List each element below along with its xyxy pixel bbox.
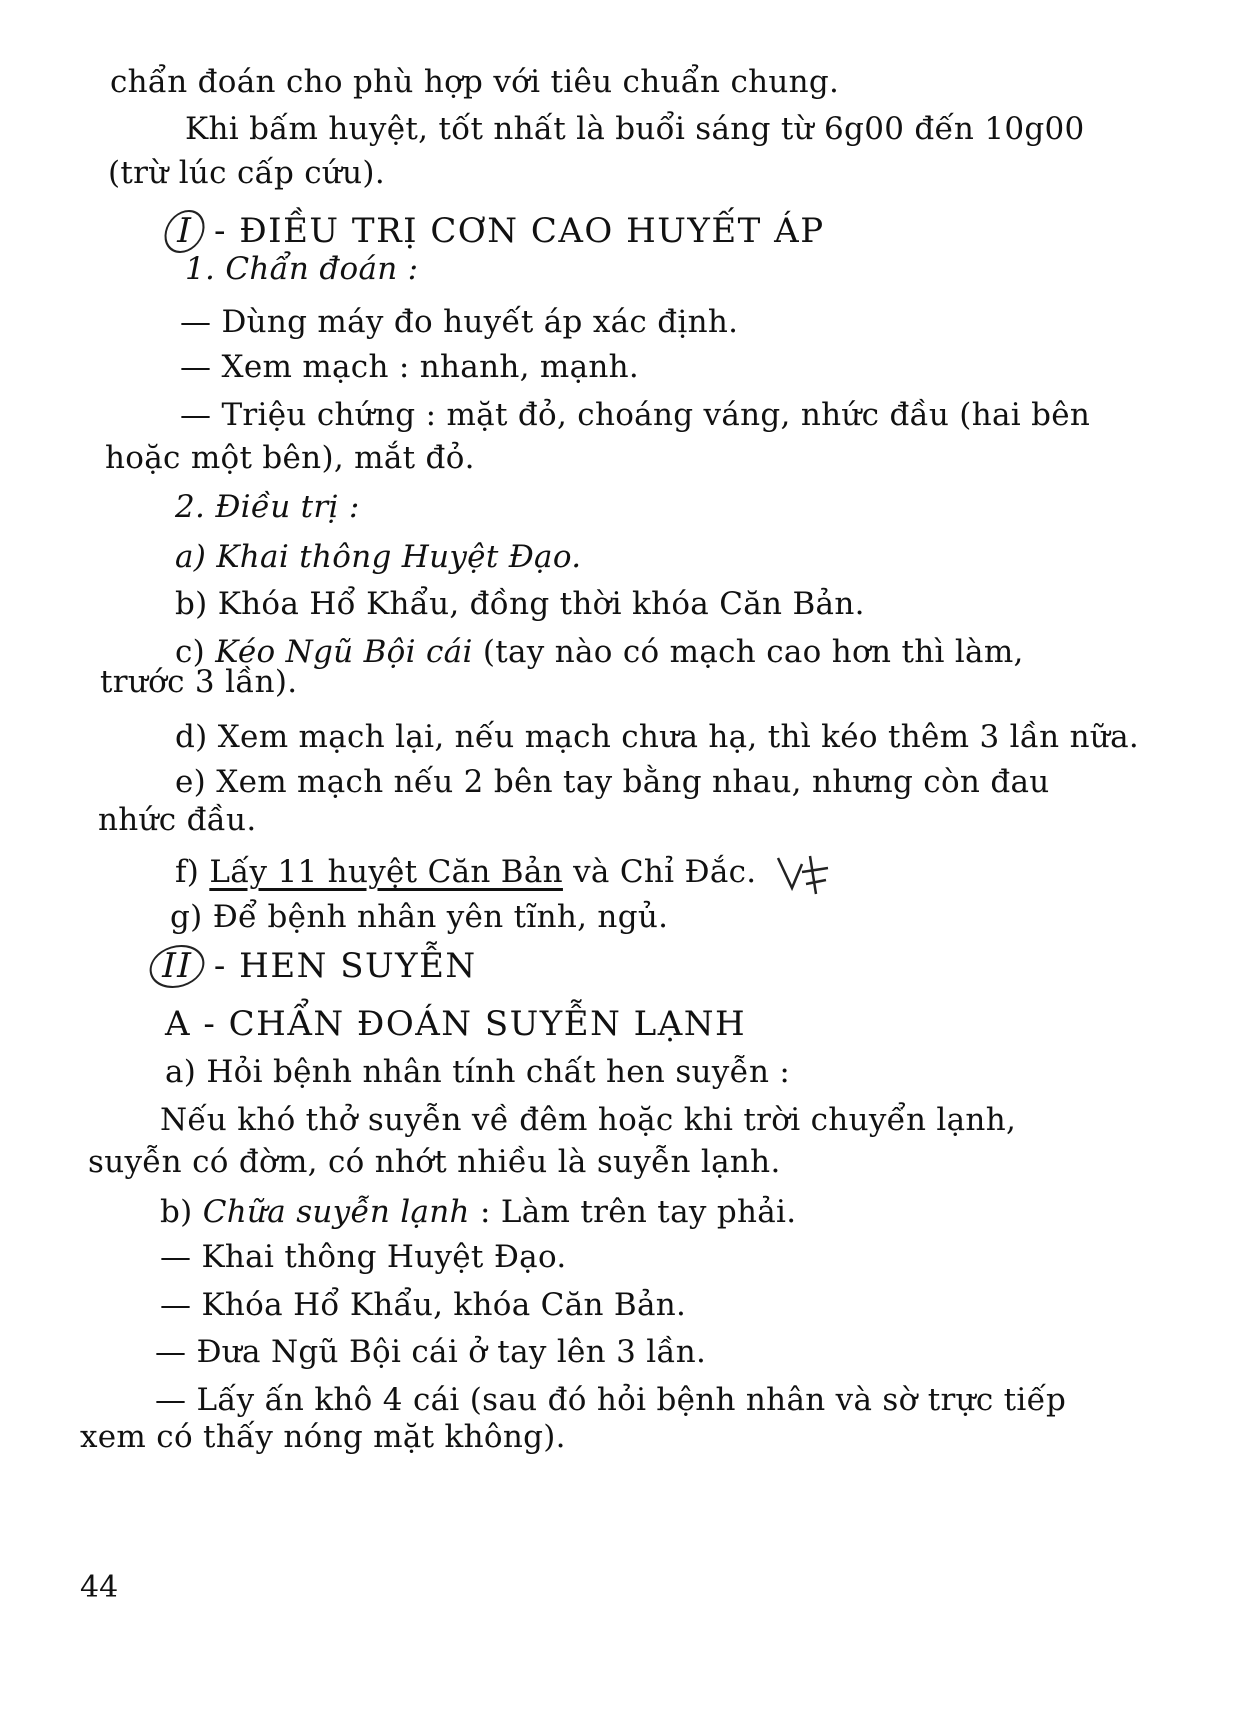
treatment-f-prefix: f)	[175, 854, 210, 890]
step-4-line-2: xem có thấy nóng mặt không).	[80, 1419, 566, 1455]
treatment-c-prefix: c)	[175, 634, 216, 670]
subsection-a-title: A - CHẨN ĐOÁN SUYỄN LẠNH	[165, 1004, 747, 1044]
item-b-prefix: b)	[160, 1194, 203, 1230]
subsection-a-item-b	[160, 1195, 796, 1231]
treatment-c-rest: (tay nào có mạch cao hơn thì làm,	[472, 634, 1024, 670]
treatment-b: b) Khóa Hổ Khẩu, đồng thời khóa Căn Bản.	[175, 586, 865, 622]
intro-line-1: chẩn đoán cho phù hợp với tiêu chuẩn chung.	[110, 64, 840, 100]
section-2-heading	[150, 945, 477, 988]
step-3: — Đưa Ngũ Bội cái ở tay lên 3 lần.	[155, 1334, 707, 1370]
treatment-e-line-2: nhức đầu.	[98, 802, 257, 838]
treatment-c-line-1	[175, 635, 1024, 671]
handwritten-mark-icon	[770, 850, 840, 900]
treatment-f	[175, 855, 756, 891]
section-2-title: - HEN SUYỄN	[213, 946, 477, 986]
intro-line-2: Khi bấm huyệt, tốt nhất là buổi sáng từ 6g00 đến 10g00	[185, 111, 1085, 147]
section-2-numeral: II	[145, 945, 208, 988]
treatment-a: a) Khai thông Huyệt Đạo.	[175, 539, 582, 575]
treatment-c-italic: Kéo Ngũ Bội cái	[215, 634, 473, 670]
section-1-heading	[165, 210, 825, 253]
step-4-line-1: — Lấy ấn khô 4 cái (sau đó hỏi bệnh nhân và sờ trực tiếp	[155, 1382, 1067, 1418]
diagnosis-item-3-line-2: hoặc một bên), mắt đỏ.	[105, 440, 475, 476]
treatment-heading: 2. Điều trị :	[175, 489, 360, 525]
subsection-a-detail-line-2: suyễn có đờm, có nhớt nhiều là suyễn lạnh.	[88, 1144, 781, 1180]
item-b-rest: : Làm trên tay phải.	[469, 1194, 797, 1230]
diagnosis-item-3-line-1: — Triệu chứng : mặt đỏ, choáng váng, nhức đầu (hai bên	[180, 397, 1091, 433]
treatment-c-line-2: trước 3 lần).	[100, 664, 298, 700]
section-1-title: - ĐIỀU TRỊ CƠN CAO HUYẾT ÁP	[213, 211, 825, 251]
subsection-a-item-a: a) Hỏi bệnh nhân tính chất hen suyễn :	[165, 1054, 791, 1090]
diagnosis-item-2: — Xem mạch : nhanh, mạnh.	[180, 349, 640, 385]
diagnosis-heading: 1. Chẩn đoán :	[185, 251, 419, 287]
item-b-italic: Chữa suyễn lạnh	[202, 1194, 470, 1230]
intro-line-3: (trừ lúc cấp cứu).	[108, 155, 385, 191]
step-1: — Khai thông Huyệt Đạo.	[160, 1239, 567, 1275]
step-2: — Khóa Hổ Khẩu, khóa Căn Bản.	[160, 1287, 687, 1323]
subsection-a-detail-line-1: Nếu khó thở suyễn về đêm hoặc khi trời chuyển lạnh,	[160, 1102, 1017, 1138]
treatment-f-rest: và Chỉ Đắc.	[562, 854, 757, 890]
diagnosis-item-1: — Dùng máy đo huyết áp xác định.	[180, 304, 739, 340]
treatment-g: g) Để bệnh nhân yên tĩnh, ngủ.	[170, 899, 669, 935]
treatment-e-line-1: e) Xem mạch nếu 2 bên tay bằng nhau, nhưng còn đau	[175, 764, 1050, 800]
treatment-d: d) Xem mạch lại, nếu mạch chưa hạ, thì kéo thêm 3 lần nữa.	[175, 719, 1140, 755]
section-1-numeral: I	[160, 210, 208, 253]
treatment-f-underlined: Lấy 11 huyệt Căn Bản	[209, 854, 563, 890]
page-number: 44	[80, 1570, 119, 1605]
